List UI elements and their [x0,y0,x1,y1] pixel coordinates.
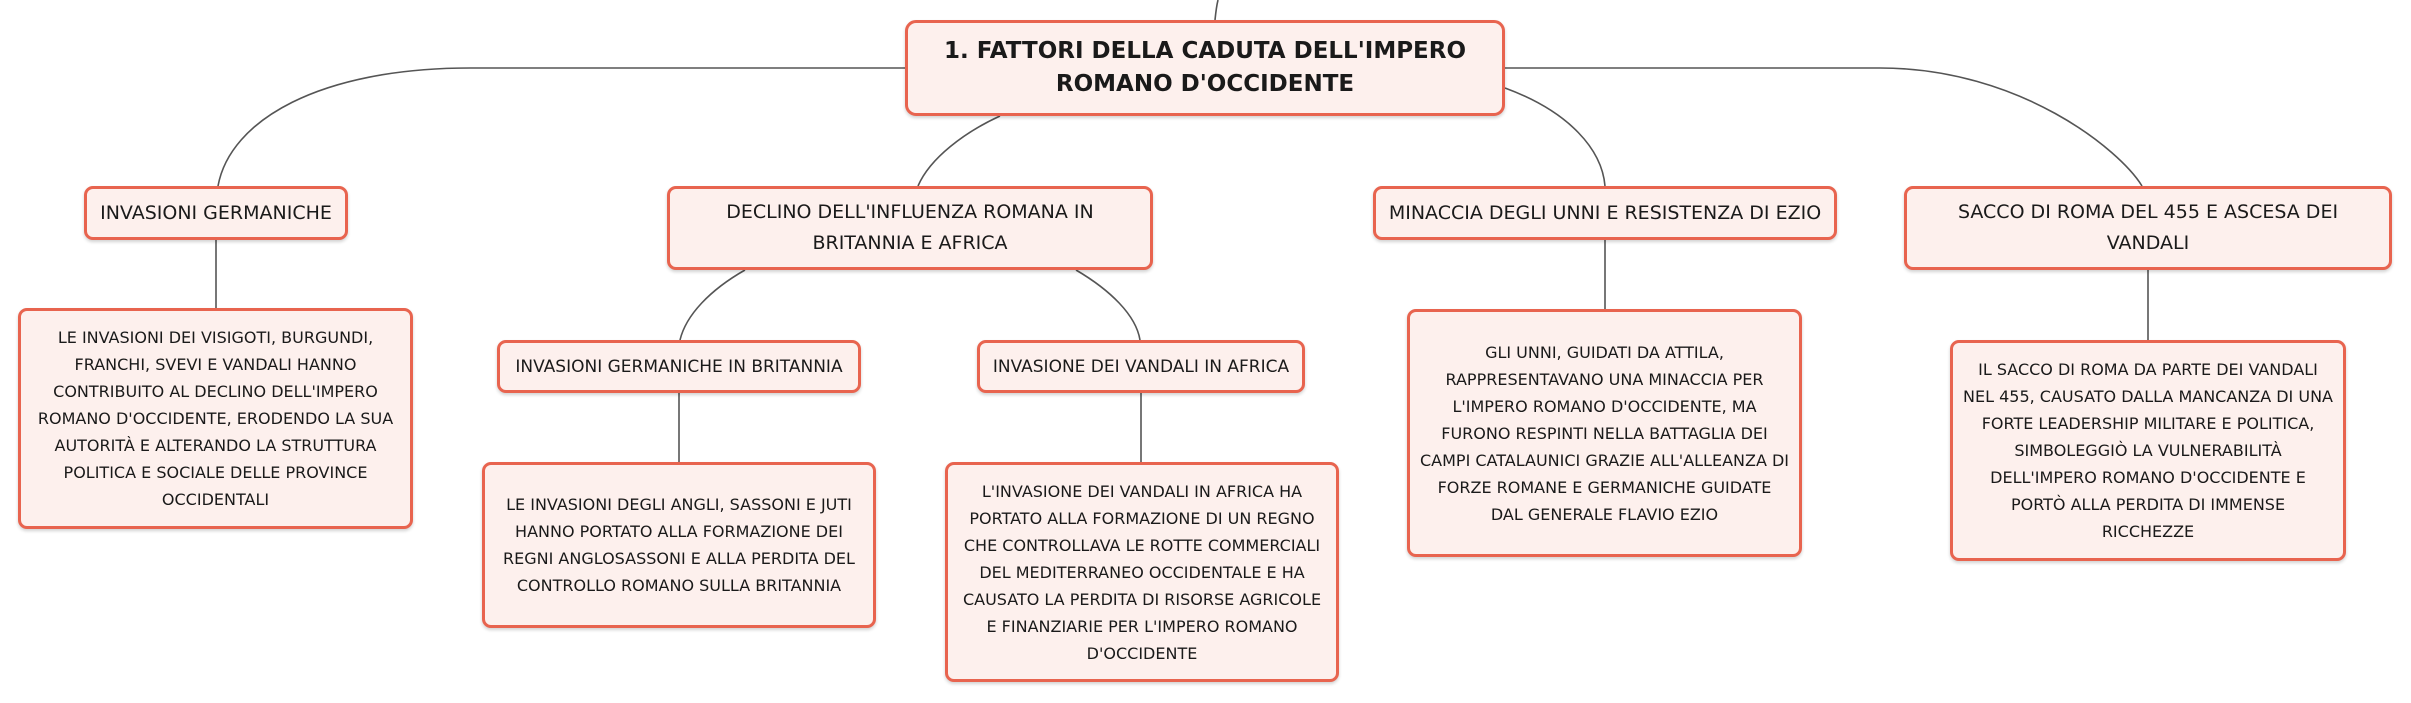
topic-invasioni-germaniche[interactable] [84,186,348,240]
topic-sacco-di-roma[interactable] [1904,186,2392,270]
description-text: LE INVASIONI DEGLI ANGLI, SASSONI E JUTI HANNO PORTATO ALLA FORMAZIONE DEI REGNI ANGLOSASSONI E ALLA PERDITA DEL CONTROLLO ROMANO SULLA BRITANNIA [503,495,855,595]
description-text: IL SACCO DI ROMA DA PARTE DEI VANDALI NEL 455, CAUSATO DALLA MANCANZA DI UNA FORTE LEADERSHIP MILITARE E POLITICA, SIMBOLEGGIÒ LA VULNERABILITÀ DELL'IMPERO ROMANO D'OCCIDENTE E PORTÒ ALLA PERDITA DI IMMENSE RICCHEZZE [1963,360,2333,541]
description-text: GLI UNNI, GUIDATI DA ATTILA, RAPPRESENTAVANO UNA MINACCIA PER L'IMPERO ROMANO D'OCCIDENTE, MA FURONO RESPINTI NELLA BATTAGLIA DEI CAMPI CATALAUNICI GRAZIE ALL'ALLEANZA DI FORZE ROMANE E GERMANICHE GUIDATE DAL GENERALE FLAVIO EZIO [1420,342,1790,524]
description-vandali-africa[interactable] [945,462,1339,682]
subtopic-label: INVASIONE DEI VANDALI IN AFRICA [992,356,1290,377]
description-invasioni-germaniche[interactable] [18,308,413,529]
connector-declino-africa [1076,270,1140,340]
description-text: LE INVASIONI DEI VISIGOTI, BURGUNDI, FRANCHI, SVEVI E VANDALI HANNO CONTRIBUITO AL DECLINO DELL'IMPERO ROMANO D'OCCIDENTE, ERODENDO LA SUA AUTORITÀ E ALTERANDO LA STRUTTURA POLITICA E SOCIALE DELLE PROVINCE OCCIDENTALI [37,328,394,509]
description-sacco-di-roma[interactable] [1950,340,2346,561]
description-invasioni-britannia[interactable] [482,462,876,628]
connector-root-invasioni-germaniche [218,68,905,186]
topic-declino-influenza-romana[interactable] [667,186,1153,270]
topic-label: INVASIONI GERMANICHE [100,201,332,224]
topic-label: MINACCIA DEGLI UNNI E RESISTENZA DI EZIO [1388,201,1822,224]
description-text: L'INVASIONE DEI VANDALI IN AFRICA HA PORTATO ALLA FORMAZIONE DI UN REGNO CHE CONTROLLAVA LE ROTTE COMMERCIALI DEL MEDITERRANEO OCCIDENTALE E HA CAUSATO LA PERDITA DI RISORSE AGRICOLE E FINANZIARIE PER L'IMPERO ROMANO D'OCCIDENTE [962,481,1322,663]
connector-root-declino [918,116,1000,186]
connector-root-unni [1505,88,1605,186]
topic-label: SACCO DI ROMA DEL 455 E ASCESA DEI VANDALI [1957,201,2339,254]
subtopic-label: INVASIONI GERMANICHE IN BRITANNIA [515,356,843,377]
topic-minaccia-unni[interactable] [1373,186,1837,240]
root-topic[interactable] [905,20,1505,116]
subtopic-vandali-africa[interactable] [977,340,1305,393]
root-topic-label: 1. FATTORI DELLA CADUTA DELL'IMPERO ROMANO D'OCCIDENTE [943,38,1467,97]
connector-declino-britannia [680,270,745,340]
topic-label: DECLINO DELL'INFLUENZA ROMANA IN BRITANNIA E AFRICA [726,201,1094,254]
subtopic-invasioni-britannia[interactable] [497,340,861,393]
description-minaccia-unni[interactable] [1407,309,1802,557]
connector-root-top [1215,0,1218,20]
